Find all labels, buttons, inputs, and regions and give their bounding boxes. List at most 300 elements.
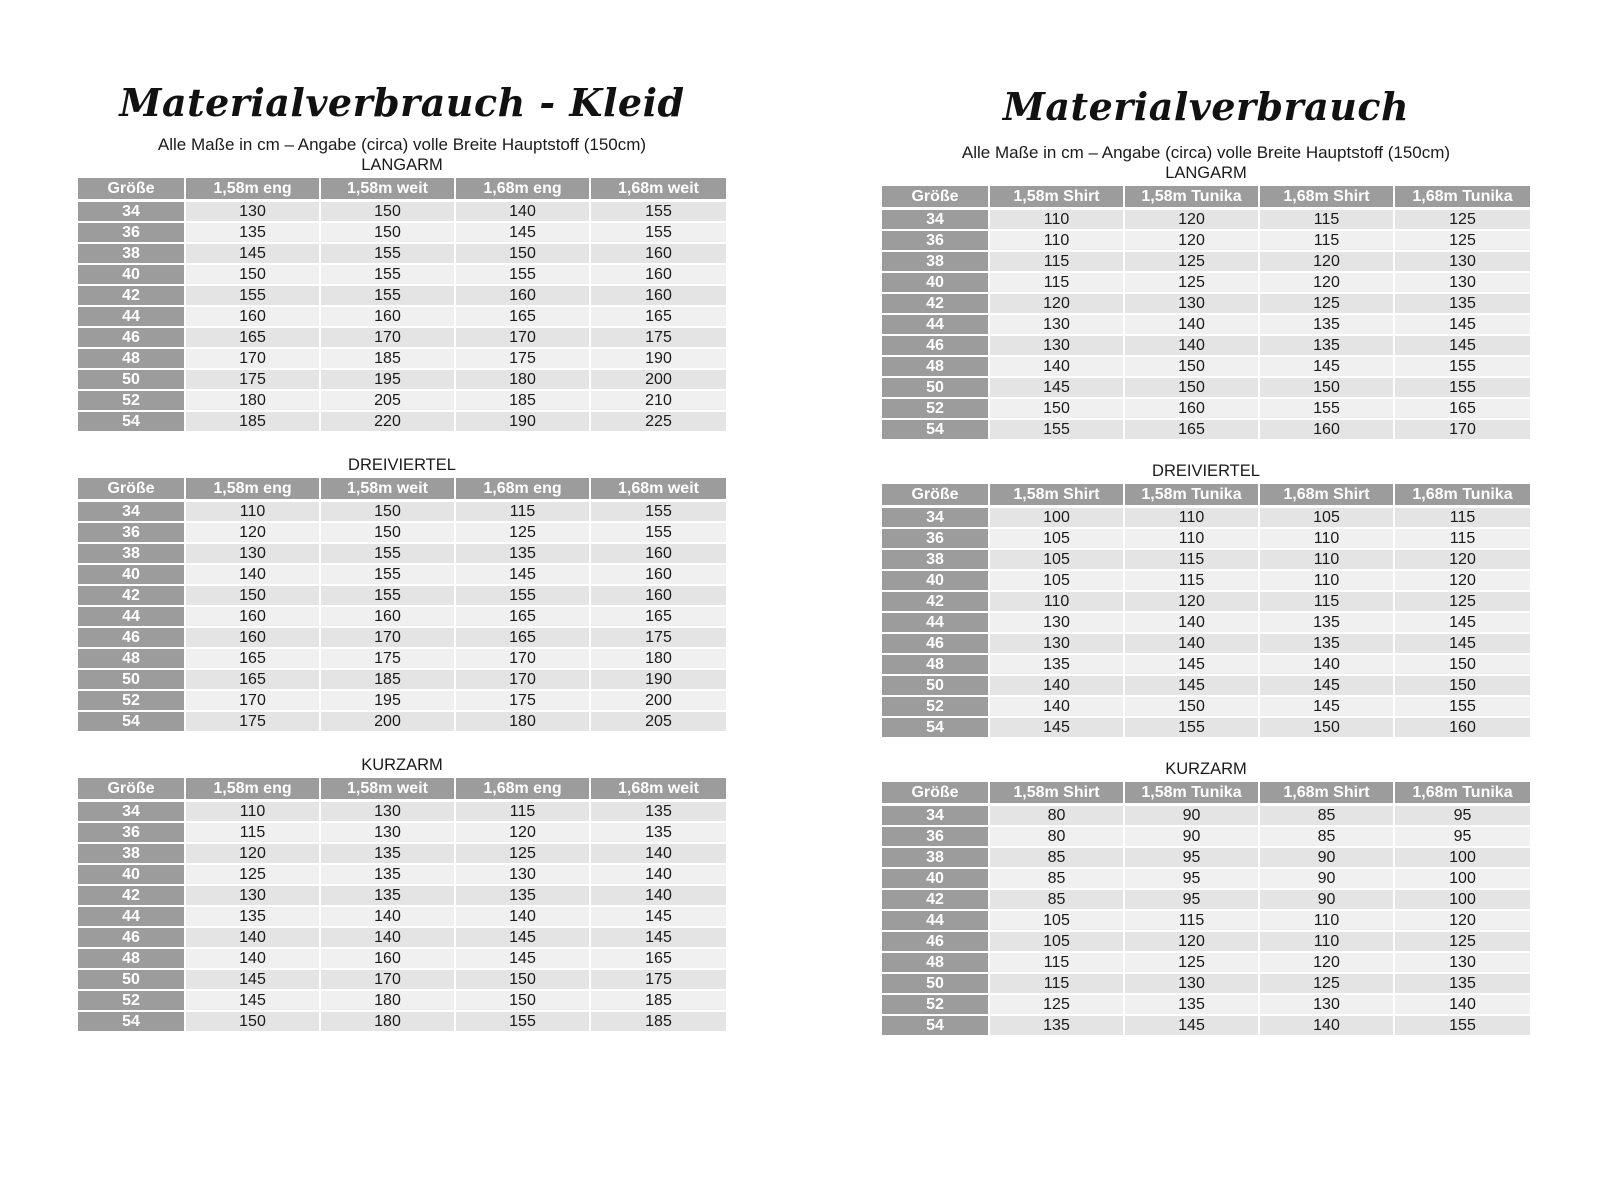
- column-header: 1,58m eng: [186, 478, 321, 502]
- value-cell: 100: [1395, 890, 1530, 911]
- value-cell: 135: [321, 865, 456, 886]
- table-row: [78, 823, 726, 844]
- value-cell: 140: [1125, 634, 1260, 655]
- value-cell: 145: [456, 928, 591, 949]
- size-cell: 40: [882, 273, 990, 294]
- column-header: 1,58m eng: [186, 778, 321, 802]
- size-cell: 34: [78, 502, 186, 523]
- value-cell: 140: [321, 928, 456, 949]
- value-cell: 175: [591, 970, 726, 991]
- value-cell: 175: [591, 628, 726, 649]
- value-cell: 90: [1260, 869, 1395, 890]
- value-cell: 135: [1395, 974, 1530, 995]
- value-cell: 105: [990, 571, 1125, 592]
- value-cell: 205: [591, 712, 726, 733]
- value-cell: 125: [1395, 592, 1530, 613]
- value-cell: 155: [591, 523, 726, 544]
- column-header: 1,58m weit: [321, 478, 456, 502]
- table-header-row: [882, 484, 1530, 508]
- value-cell: 165: [186, 649, 321, 670]
- value-cell: 210: [591, 391, 726, 412]
- value-cell: 180: [456, 712, 591, 733]
- value-cell: 190: [591, 349, 726, 370]
- value-cell: 155: [591, 223, 726, 244]
- value-cell: 155: [1395, 357, 1530, 378]
- value-cell: 150: [1125, 357, 1260, 378]
- size-cell: 38: [78, 544, 186, 565]
- value-cell: 150: [1395, 676, 1530, 697]
- panel-shirt-tunika: [882, 0, 1530, 1037]
- value-cell: 135: [321, 886, 456, 907]
- value-cell: 140: [990, 357, 1125, 378]
- value-cell: 145: [186, 991, 321, 1012]
- value-cell: 150: [321, 223, 456, 244]
- table-row: [78, 202, 726, 223]
- column-header: 1,58m Shirt: [990, 186, 1125, 210]
- value-cell: 140: [1260, 655, 1395, 676]
- value-cell: 130: [456, 865, 591, 886]
- size-cell: 34: [78, 202, 186, 223]
- value-cell: 140: [186, 949, 321, 970]
- value-cell: 220: [321, 412, 456, 433]
- table-row: [78, 544, 726, 565]
- table-row: [882, 848, 1530, 869]
- value-cell: 155: [321, 544, 456, 565]
- value-cell: 140: [591, 844, 726, 865]
- column-header: 1,68m Tunika: [1395, 484, 1530, 508]
- value-cell: 85: [1260, 806, 1395, 827]
- table-row: [882, 1016, 1530, 1037]
- value-cell: 140: [186, 565, 321, 586]
- value-cell: 155: [591, 502, 726, 523]
- table-row: [882, 571, 1530, 592]
- size-cell: 38: [882, 550, 990, 571]
- value-cell: 100: [1395, 848, 1530, 869]
- value-cell: 150: [321, 202, 456, 223]
- value-cell: 135: [990, 1016, 1125, 1037]
- table-row: [882, 508, 1530, 529]
- column-header-size: Größe: [882, 186, 990, 210]
- value-cell: 145: [591, 928, 726, 949]
- size-cell: 44: [882, 315, 990, 336]
- value-cell: 125: [1260, 294, 1395, 315]
- panel-kleid: [78, 0, 726, 1033]
- value-cell: 160: [321, 949, 456, 970]
- value-cell: 120: [1395, 911, 1530, 932]
- table-row: [882, 974, 1530, 995]
- column-header-size: Größe: [78, 178, 186, 202]
- table-row: [882, 995, 1530, 1016]
- page-title: Materialverbrauch - Kleid: [119, 80, 685, 125]
- value-cell: 125: [186, 865, 321, 886]
- value-cell: 195: [321, 691, 456, 712]
- value-cell: 160: [1395, 718, 1530, 739]
- value-cell: 155: [321, 265, 456, 286]
- size-cell: 38: [882, 848, 990, 869]
- section-kurzarm: [78, 755, 726, 1033]
- value-cell: 150: [1125, 378, 1260, 399]
- value-cell: 125: [1260, 974, 1395, 995]
- size-cell: 34: [882, 806, 990, 827]
- column-header: 1,68m weit: [591, 478, 726, 502]
- size-cell: 36: [882, 529, 990, 550]
- size-cell: 52: [78, 991, 186, 1012]
- table-header-row: [78, 478, 726, 502]
- column-header: 1,58m weit: [321, 178, 456, 202]
- table-row: [78, 391, 726, 412]
- size-cell: 46: [882, 932, 990, 953]
- table-row: [78, 802, 726, 823]
- value-cell: 135: [1395, 294, 1530, 315]
- value-cell: 125: [1125, 273, 1260, 294]
- value-cell: 105: [990, 550, 1125, 571]
- value-cell: 205: [321, 391, 456, 412]
- size-cell: 46: [882, 634, 990, 655]
- value-cell: 135: [321, 844, 456, 865]
- value-cell: 165: [591, 607, 726, 628]
- value-cell: 145: [1260, 357, 1395, 378]
- column-header: 1,68m weit: [591, 778, 726, 802]
- value-cell: 140: [1125, 315, 1260, 336]
- size-cell: 44: [882, 911, 990, 932]
- value-cell: 135: [1260, 315, 1395, 336]
- value-cell: 145: [1395, 634, 1530, 655]
- size-cell: 34: [78, 802, 186, 823]
- value-cell: 185: [321, 670, 456, 691]
- size-cell: 40: [78, 565, 186, 586]
- size-cell: 40: [882, 869, 990, 890]
- value-cell: 160: [186, 607, 321, 628]
- size-cell: 52: [882, 399, 990, 420]
- value-cell: 170: [321, 970, 456, 991]
- value-cell: 120: [1260, 273, 1395, 294]
- size-cell: 38: [78, 244, 186, 265]
- table-row: [78, 565, 726, 586]
- value-cell: 200: [321, 712, 456, 733]
- value-cell: 160: [591, 565, 726, 586]
- value-cell: 165: [456, 307, 591, 328]
- value-cell: 110: [1260, 529, 1395, 550]
- size-cell: 48: [882, 655, 990, 676]
- value-cell: 110: [990, 592, 1125, 613]
- value-cell: 185: [456, 391, 591, 412]
- value-cell: 135: [186, 223, 321, 244]
- size-cell: 48: [882, 953, 990, 974]
- table-row: [78, 649, 726, 670]
- column-header: 1,68m weit: [591, 178, 726, 202]
- column-header: 1,58m Tunika: [1125, 782, 1260, 806]
- size-cell: 50: [882, 378, 990, 399]
- value-cell: 105: [1260, 508, 1395, 529]
- value-cell: 150: [990, 399, 1125, 420]
- value-cell: 115: [1395, 529, 1530, 550]
- table-row: [78, 844, 726, 865]
- value-cell: 135: [456, 886, 591, 907]
- value-cell: 145: [1125, 655, 1260, 676]
- value-cell: 110: [1260, 571, 1395, 592]
- value-cell: 190: [456, 412, 591, 433]
- value-cell: 160: [321, 607, 456, 628]
- value-cell: 160: [1260, 420, 1395, 441]
- value-cell: 155: [456, 265, 591, 286]
- table-row: [882, 357, 1530, 378]
- value-cell: 165: [1395, 399, 1530, 420]
- size-cell: 40: [78, 865, 186, 886]
- value-cell: 125: [1395, 231, 1530, 252]
- table-row: [78, 502, 726, 523]
- value-cell: 110: [186, 802, 321, 823]
- size-cell: 44: [78, 607, 186, 628]
- section-title: DREIVIERTEL: [348, 456, 456, 474]
- value-cell: 150: [456, 244, 591, 265]
- value-cell: 110: [990, 210, 1125, 231]
- value-cell: 180: [321, 991, 456, 1012]
- value-cell: 130: [321, 802, 456, 823]
- column-header: 1,68m Shirt: [1260, 484, 1395, 508]
- value-cell: 90: [1125, 806, 1260, 827]
- table-row: [78, 907, 726, 928]
- table-row: [78, 244, 726, 265]
- size-table: [78, 178, 726, 433]
- value-cell: 120: [186, 523, 321, 544]
- value-cell: 150: [1260, 378, 1395, 399]
- value-cell: 150: [321, 502, 456, 523]
- table-row: [882, 697, 1530, 718]
- value-cell: 145: [1125, 1016, 1260, 1037]
- size-cell: 38: [882, 252, 990, 273]
- value-cell: 115: [1125, 571, 1260, 592]
- value-cell: 155: [321, 565, 456, 586]
- value-cell: 130: [1395, 953, 1530, 974]
- table-row: [882, 592, 1530, 613]
- value-cell: 185: [591, 1012, 726, 1033]
- table-row: [78, 307, 726, 328]
- value-cell: 110: [1260, 911, 1395, 932]
- value-cell: 120: [1125, 210, 1260, 231]
- value-cell: 170: [321, 628, 456, 649]
- table-row: [78, 286, 726, 307]
- value-cell: 90: [1260, 890, 1395, 911]
- value-cell: 120: [456, 823, 591, 844]
- value-cell: 115: [990, 974, 1125, 995]
- value-cell: 155: [1395, 1016, 1530, 1037]
- value-cell: 145: [1395, 336, 1530, 357]
- table-row: [882, 273, 1530, 294]
- size-cell: 46: [78, 328, 186, 349]
- value-cell: 90: [1260, 848, 1395, 869]
- value-cell: 130: [1395, 273, 1530, 294]
- table-row: [882, 294, 1530, 315]
- value-cell: 140: [591, 886, 726, 907]
- column-header: 1,58m Tunika: [1125, 186, 1260, 210]
- value-cell: 135: [1260, 634, 1395, 655]
- value-cell: 160: [456, 286, 591, 307]
- table-row: [78, 1012, 726, 1033]
- value-cell: 145: [591, 907, 726, 928]
- size-cell: 46: [882, 336, 990, 357]
- value-cell: 150: [456, 991, 591, 1012]
- value-cell: 175: [456, 691, 591, 712]
- size-cell: 44: [78, 307, 186, 328]
- value-cell: 140: [1395, 995, 1530, 1016]
- value-cell: 130: [990, 315, 1125, 336]
- value-cell: 190: [591, 670, 726, 691]
- value-cell: 155: [591, 202, 726, 223]
- size-cell: 54: [882, 420, 990, 441]
- value-cell: 140: [456, 907, 591, 928]
- value-cell: 120: [186, 844, 321, 865]
- section-title: DREIVIERTEL: [1152, 462, 1260, 480]
- value-cell: 155: [1125, 718, 1260, 739]
- table-row: [78, 712, 726, 733]
- column-header: 1,68m Tunika: [1395, 186, 1530, 210]
- table-row: [78, 865, 726, 886]
- value-cell: 135: [591, 823, 726, 844]
- table-row: [78, 370, 726, 391]
- size-cell: 54: [78, 1012, 186, 1033]
- value-cell: 120: [1395, 571, 1530, 592]
- page-subtitle: Alle Maße in cm – Angabe (circa) volle Breite Hauptstoff (150cm): [961, 143, 1451, 162]
- size-cell: 50: [78, 970, 186, 991]
- value-cell: 125: [456, 523, 591, 544]
- table-row: [78, 628, 726, 649]
- size-table: [882, 484, 1530, 739]
- value-cell: 120: [1395, 550, 1530, 571]
- size-cell: 52: [882, 697, 990, 718]
- section-title: LANGARM: [361, 156, 443, 174]
- size-cell: 54: [882, 718, 990, 739]
- value-cell: 170: [1395, 420, 1530, 441]
- column-header: 1,68m eng: [456, 778, 591, 802]
- value-cell: 130: [186, 886, 321, 907]
- table-row: [78, 928, 726, 949]
- value-cell: 135: [1125, 995, 1260, 1016]
- value-cell: 140: [1125, 613, 1260, 634]
- value-cell: 115: [1260, 210, 1395, 231]
- value-cell: 170: [456, 328, 591, 349]
- table-row: [882, 399, 1530, 420]
- value-cell: 120: [990, 294, 1125, 315]
- section-dreiviertel: [882, 461, 1530, 739]
- value-cell: 165: [1125, 420, 1260, 441]
- section-title: LANGARM: [1165, 164, 1247, 182]
- column-header: 1,68m eng: [456, 178, 591, 202]
- size-cell: 38: [78, 844, 186, 865]
- value-cell: 130: [186, 544, 321, 565]
- value-cell: 140: [990, 697, 1125, 718]
- size-cell: 36: [78, 523, 186, 544]
- value-cell: 185: [591, 991, 726, 1012]
- column-header: 1,68m Shirt: [1260, 782, 1395, 806]
- value-cell: 90: [1125, 827, 1260, 848]
- column-header-size: Größe: [882, 484, 990, 508]
- size-cell: 50: [78, 370, 186, 391]
- size-cell: 42: [882, 890, 990, 911]
- value-cell: 165: [456, 628, 591, 649]
- value-cell: 155: [1260, 399, 1395, 420]
- value-cell: 140: [321, 907, 456, 928]
- value-cell: 170: [456, 649, 591, 670]
- value-cell: 160: [321, 307, 456, 328]
- value-cell: 135: [990, 655, 1125, 676]
- value-cell: 105: [990, 911, 1125, 932]
- section-title: KURZARM: [361, 756, 443, 774]
- size-cell: 48: [78, 349, 186, 370]
- value-cell: 140: [1260, 1016, 1395, 1037]
- value-cell: 110: [990, 231, 1125, 252]
- value-cell: 115: [1125, 911, 1260, 932]
- size-cell: 42: [882, 592, 990, 613]
- value-cell: 110: [1125, 508, 1260, 529]
- value-cell: 175: [591, 328, 726, 349]
- value-cell: 130: [1395, 252, 1530, 273]
- table-row: [78, 991, 726, 1012]
- table-row: [882, 890, 1530, 911]
- value-cell: 165: [456, 607, 591, 628]
- value-cell: 85: [990, 848, 1125, 869]
- value-cell: 145: [1395, 315, 1530, 336]
- value-cell: 115: [990, 252, 1125, 273]
- table-row: [882, 953, 1530, 974]
- value-cell: 155: [1395, 697, 1530, 718]
- value-cell: 155: [990, 420, 1125, 441]
- value-cell: 170: [186, 691, 321, 712]
- size-cell: 54: [882, 1016, 990, 1037]
- value-cell: 145: [1125, 676, 1260, 697]
- value-cell: 155: [321, 286, 456, 307]
- page-subtitle: Alle Maße in cm – Angabe (circa) volle Breite Hauptstoff (150cm): [157, 135, 647, 154]
- value-cell: 135: [456, 544, 591, 565]
- value-cell: 150: [186, 265, 321, 286]
- table-row: [78, 886, 726, 907]
- value-cell: 150: [186, 1012, 321, 1033]
- value-cell: 105: [990, 932, 1125, 953]
- value-cell: 130: [990, 634, 1125, 655]
- column-header: 1,58m Shirt: [990, 782, 1125, 806]
- table-row: [882, 932, 1530, 953]
- column-header-size: Größe: [78, 478, 186, 502]
- value-cell: 115: [456, 502, 591, 523]
- value-cell: 155: [321, 244, 456, 265]
- table-row: [78, 412, 726, 433]
- value-cell: 180: [321, 1012, 456, 1033]
- value-cell: 180: [591, 649, 726, 670]
- size-cell: 42: [882, 294, 990, 315]
- value-cell: 80: [990, 827, 1125, 848]
- value-cell: 145: [1260, 697, 1395, 718]
- value-cell: 145: [456, 565, 591, 586]
- value-cell: 150: [186, 586, 321, 607]
- value-cell: 125: [1395, 932, 1530, 953]
- table-row: [882, 911, 1530, 932]
- value-cell: 135: [186, 907, 321, 928]
- size-cell: 50: [882, 676, 990, 697]
- section-title: KURZARM: [1165, 760, 1247, 778]
- table-row: [882, 529, 1530, 550]
- value-cell: 140: [990, 676, 1125, 697]
- size-cell: 46: [78, 628, 186, 649]
- value-cell: 120: [1260, 953, 1395, 974]
- value-cell: 160: [591, 544, 726, 565]
- size-cell: 46: [78, 928, 186, 949]
- value-cell: 130: [1125, 294, 1260, 315]
- value-cell: 110: [1260, 932, 1395, 953]
- value-cell: 105: [990, 529, 1125, 550]
- value-cell: 95: [1395, 806, 1530, 827]
- value-cell: 95: [1125, 890, 1260, 911]
- size-cell: 36: [78, 823, 186, 844]
- value-cell: 145: [990, 718, 1125, 739]
